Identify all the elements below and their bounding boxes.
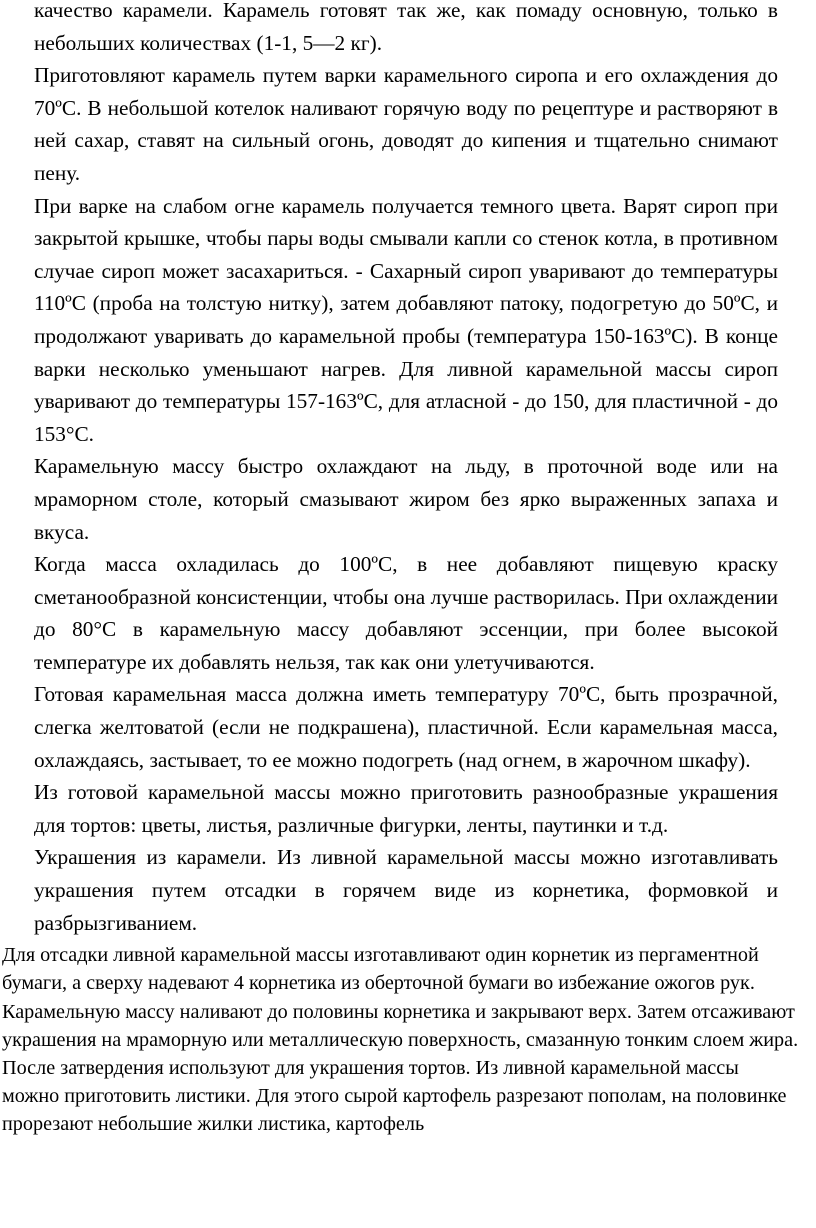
paragraph-cooling: Карамельную массу быстро охлаждают на льду, в проточной воде или на мраморном столе, который смазывают жиром без ярко выраженных запаха и вкуса. [34, 454, 778, 544]
paragraph-caramel-decorations: Украшения из карамели. Из ливной карамельной массы можно изготавливать украшения путем отсадки в горячем виде из корнетика, формовкой и разбрызгиванием. [34, 845, 778, 935]
paragraph-caramel-preparation: Приготовляют карамель путем варки карамельного сиропа и его охлаждения до 70ºС. В небольшой котелок наливают горячую воду по рецептуре и растворяют в ней сахар, ставят на сильный огонь, доводят до кипения и тщательно снимают пену. [34, 63, 778, 185]
paragraph-decorations: Из готовой карамельной массы можно приготовить разнообразные украшения для тортов: цветы, листья, различные фигурки, ленты, паутинки и т.д. [34, 780, 778, 837]
paragraph-caramel-quality: качество карамели. Карамель готовят так же, как помаду основную, только в небольших количествах (1-1, 5—2 кг). [34, 0, 778, 55]
paragraph-ready-mass: Готовая карамельная масса должна иметь температуру 70ºС, быть прозрачной, слегка желтоватой (если не подкрашена), пластичной. Если карамельная масса, охлаждаясь, застывает, то ее можно подогреть (над огнем, в жарочном шкафу). [34, 682, 778, 772]
paragraph-coloring: Когда масса охладилась до 100ºС, в нее добавляют пищевую краску сметанообразной консистенции, чтобы она лучше растворилась. При охлаждении до 80°С в карамельную массу добавляют эссенции, при более высокой температуре их добавлять нельзя, так как они улетучиваются. [34, 552, 778, 674]
paragraph-piping-method: Для отсадки ливной карамельной массы изготавливают один корнетик из пергаментной бумаги, а сверху надевают 4 корнетика из оберточной бумаги во избежание ожогов рук. Карамельную массу наливают до половины корнетика и закрывают верх. Затем отсаживают украшения на мраморную или металлическую поверхность, смазанную тонким слоем жира. После затвердения используют для украшения тортов. Из ливной карамельной массы можно приготовить листики. Для этого сырой картофель разрезают пополам, на половинке прорезают небольшие жилки листика, картофель [2, 944, 799, 1136]
paragraph-syrup-boiling: При варке на слабом огне карамель получается темного цвета. Варят сироп при закрытой крышке, чтобы пары воды смывали капли со стенок котла, в противном случае сироп может засахариться. - Сахарный сироп уваривают до температуры 110ºС (проба на толстую нитку), затем добавляют патоку, подогретую до 50ºС, и продолжают уваривать до карамельной пробы (температура 150-163ºС). В конце варки несколько уменьшают нагрев. Для ливной карамельной массы сироп уваривают до температуры 157-163ºС, для атласной - до 150, для пластичной - до 153°С. [34, 193, 778, 446]
